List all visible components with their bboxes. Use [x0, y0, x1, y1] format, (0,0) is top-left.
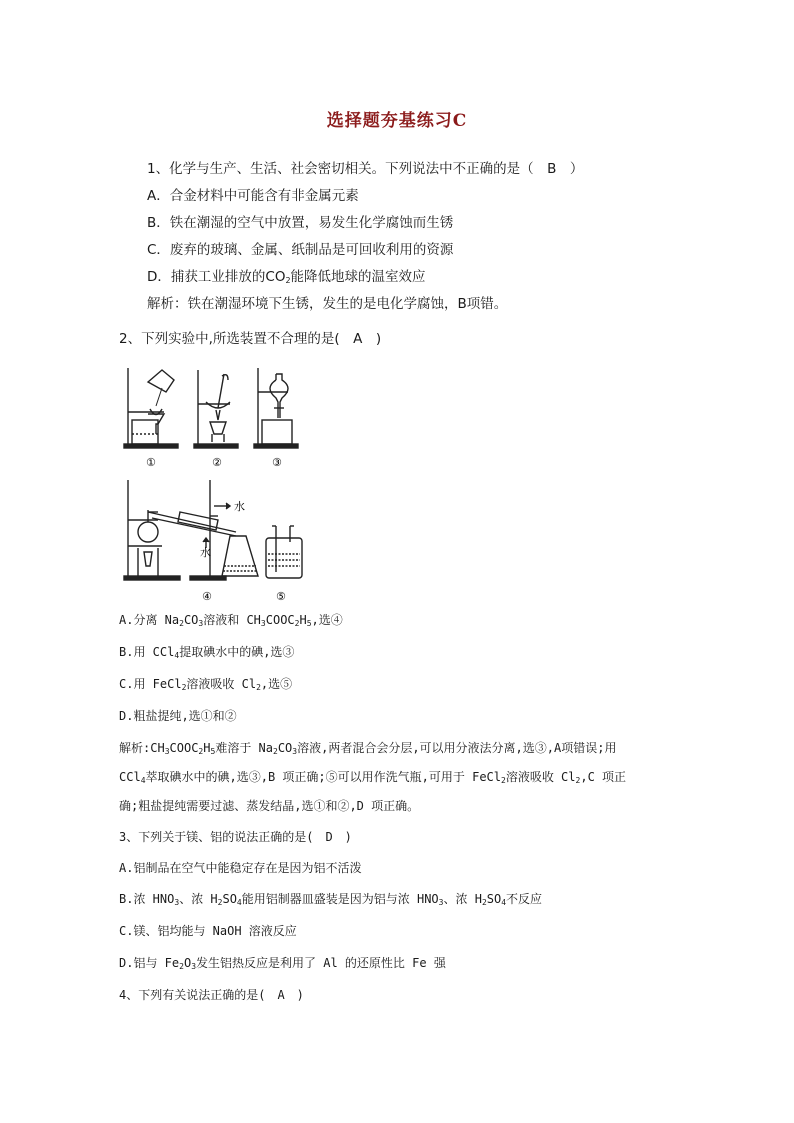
q1-option-b: B．铁在潮湿的空气中放置，易发生化学腐蚀而生锈 [147, 215, 454, 231]
q2-stem: 2、下列实验中,所选装置不合理的是( A ) [119, 331, 382, 347]
q1-stem: 1、化学与生产、生活、社会密切相关。下列说法中不正确的是（ B ） [147, 161, 584, 177]
q2-option-a: A.分离 $Na_2CO_3$溶液和 $CH_3COOC_2H_5$,选④ [119, 613, 343, 628]
figure-label-5: ⑤ [276, 590, 286, 603]
q2-analysis-line3: 确;粗盐提纯需要过滤、蒸发结晶,选①和②,D 项正确。 [119, 799, 420, 813]
q4-stem: 4、下列有关说法正确的是( A ) [119, 988, 304, 1002]
q1-option-a: A．合金材料中可能含有非金属元素 [147, 188, 359, 204]
q1-option-d: D．捕获工业排放的$CO_2$能降低地球的温室效应 [147, 269, 426, 285]
q2-option-d: D.粗盐提纯,选①和② [119, 709, 237, 723]
q3-option-d: D.铝与 $Fe_2O_3$发生铝热反应是利用了 Al 的还原性比 Fe 强 [119, 956, 446, 971]
figure-label-1: ① [146, 456, 156, 469]
q1-analysis: 解析：铁在潮湿环境下生锈，发生的是电化学腐蚀，B项错。 [147, 296, 508, 312]
apparatus-figure-row1 [118, 362, 318, 470]
q3-option-a: A.铝制品在空气中能稳定存在是因为铝不活泼 [119, 861, 362, 875]
q3-option-b: B.浓 $HNO_3$、浓 $H_2SO_4$能用铝制器皿盛装是因为铝与浓 $HNO_3$、浓 $H_2SO_4$不反应 [119, 892, 543, 907]
q2-option-b: B.用 CCl$_4$提取碘水中的碘,选③ [119, 645, 295, 660]
q2-analysis-line1: 解析$:CH_3COOC_2H_5$难溶于 $Na_2CO_3$溶液,两者混合会分层,可以用分液法分离,选③,A项错误;用 [119, 741, 617, 756]
figure-label-3: ③ [272, 456, 282, 469]
figure-label-4: ④ [202, 590, 212, 603]
page-title: 选择题夯基练习C [326, 111, 468, 131]
water-label-in: 水 [234, 500, 245, 513]
apparatus-figure-row2 [118, 476, 308, 604]
q2-option-c: C.用 FeCl$_2$溶液吸收 $Cl_2$,选⑤ [119, 677, 293, 692]
water-label-out: 水 [200, 546, 211, 559]
q3-option-c: C.镁、铝均能与 NaOH 溶液反应 [119, 924, 297, 938]
q1-option-c: C．废弃的玻璃、金属、纸制品是可回收利用的资源 [147, 242, 454, 258]
q3-stem: 3、下列关于镁、铝的说法正确的是( D ) [119, 830, 352, 844]
figure-label-2: ② [212, 456, 222, 469]
q2-analysis-line2: CCl$_4$萃取碘水中的碘,选③,B 项正确;⑤可以用作洗气瓶,可用于 FeCl$_2$溶液吸收 $Cl_2,C$ 项正 [119, 770, 627, 785]
